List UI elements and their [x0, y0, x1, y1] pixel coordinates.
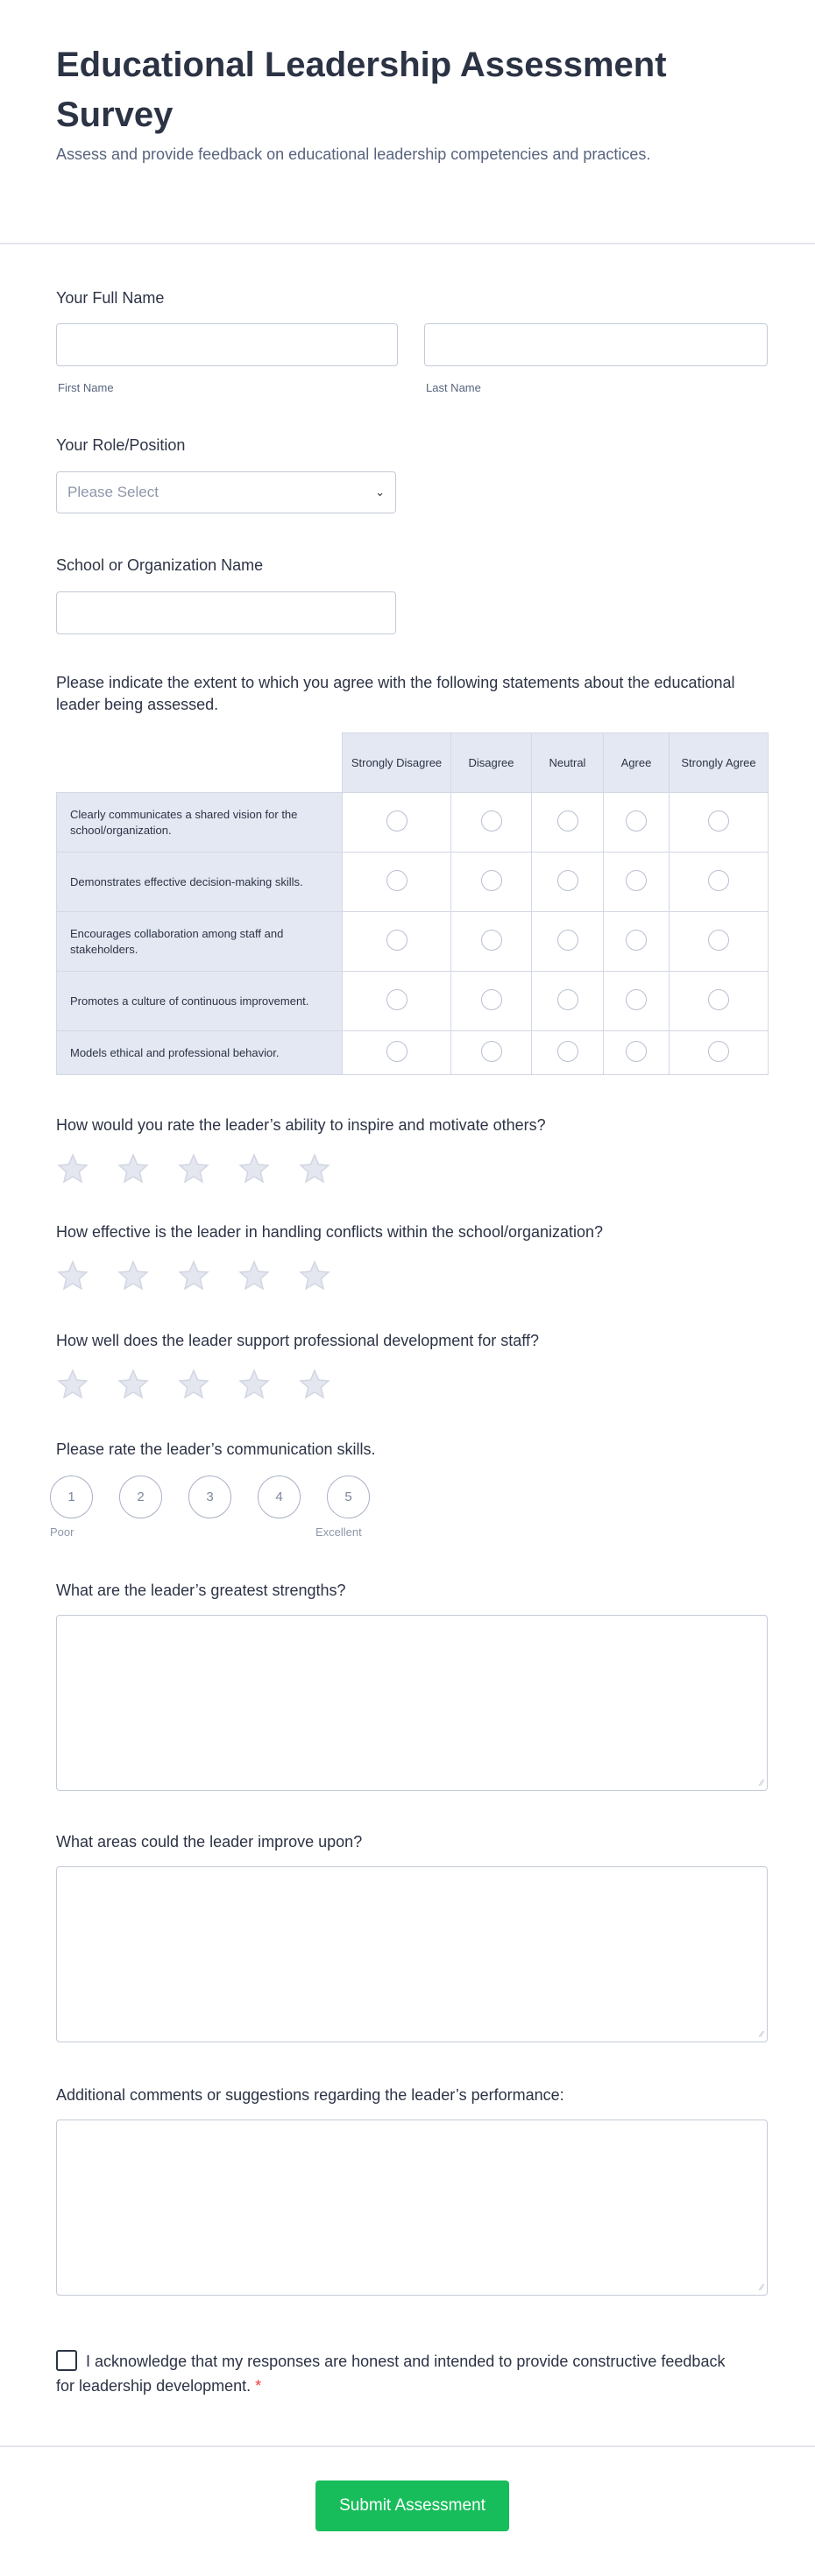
- role-placeholder: Please Select: [67, 484, 159, 500]
- school-input[interactable]: [56, 591, 396, 634]
- agreement-matrix: [56, 732, 769, 1075]
- matrix-row: [57, 793, 769, 853]
- star-icon[interactable]: [177, 1368, 210, 1405]
- star-icon[interactable]: [117, 1152, 150, 1190]
- row-label: Encourages collaboration among staff and stakeholders.: [57, 912, 343, 972]
- matrix-radio[interactable]: [708, 870, 729, 891]
- column-header: Strongly Agree: [670, 733, 769, 793]
- matrix-row: [57, 912, 769, 972]
- feedback-textarea[interactable]: [56, 1615, 768, 1791]
- scale-option[interactable]: 2: [119, 1476, 162, 1518]
- matrix-radio[interactable]: [626, 810, 647, 832]
- star-icon[interactable]: [298, 1152, 331, 1190]
- matrix-radio[interactable]: [557, 989, 578, 1010]
- star-rating: [56, 1152, 331, 1190]
- column-header: Agree: [604, 733, 670, 793]
- acknowledge-field: [56, 2349, 740, 2398]
- column-header: Strongly Disagree: [343, 733, 451, 793]
- column-header: Neutral: [532, 733, 604, 793]
- matrix-radio[interactable]: [481, 1041, 502, 1062]
- feedback-textarea[interactable]: [56, 2120, 768, 2296]
- matrix-radio[interactable]: [626, 870, 647, 891]
- first-name-input[interactable]: [56, 323, 398, 366]
- resize-handle-icon[interactable]: ∕∕: [760, 1779, 763, 1788]
- matrix-radio[interactable]: [481, 870, 502, 891]
- matrix-radio[interactable]: [481, 930, 502, 951]
- star-icon[interactable]: [177, 1152, 210, 1190]
- page-title: Educational Leadership Assessment Survey: [56, 46, 667, 134]
- chevron-down-icon: ⌄: [375, 485, 385, 499]
- row-label: Models ethical and professional behavior.: [57, 1031, 343, 1075]
- role-label: Your Role/Position: [56, 436, 186, 454]
- star-icon[interactable]: [298, 1368, 331, 1405]
- matrix-radio[interactable]: [626, 989, 647, 1010]
- row-label: Demonstrates effective decision-making skills.: [57, 853, 343, 912]
- textarea-label: What are the leader’s greatest strengths?: [56, 1582, 346, 1599]
- rating-question: How effective is the leader in handling conflicts within the school/organization?: [56, 1223, 604, 1241]
- scale-option[interactable]: 1: [50, 1476, 93, 1518]
- rating-question: How would you rate the leader’s ability to inspire and motivate others?: [56, 1116, 546, 1134]
- footer-divider: [0, 2445, 815, 2447]
- row-label: Clearly communicates a shared vision for the school/organization.: [57, 793, 343, 853]
- first-name-sublabel: First Name: [58, 381, 114, 394]
- star-icon[interactable]: [237, 1368, 271, 1405]
- matrix-radio[interactable]: [626, 930, 647, 951]
- matrix-radio[interactable]: [557, 810, 578, 832]
- textarea-label: What areas could the leader improve upon?: [56, 1833, 363, 1851]
- scale-option[interactable]: 3: [188, 1476, 231, 1518]
- matrix-question: Please indicate the extent to which you agree with the following statements about the educational leader being assessed.: [56, 674, 735, 713]
- matrix-radio[interactable]: [557, 930, 578, 951]
- submit-button[interactable]: Submit Assessment: [315, 2480, 509, 2531]
- star-icon[interactable]: [117, 1368, 150, 1405]
- scale-option[interactable]: 4: [258, 1476, 301, 1518]
- resize-handle-icon[interactable]: ∕∕: [760, 2030, 763, 2040]
- last-name-input[interactable]: [424, 323, 768, 366]
- matrix-radio[interactable]: [708, 989, 729, 1010]
- row-label: Promotes a culture of continuous improvement.: [57, 972, 343, 1031]
- resize-handle-icon[interactable]: ∕∕: [760, 2283, 763, 2293]
- star-icon[interactable]: [117, 1259, 150, 1297]
- scale-option[interactable]: 5: [327, 1476, 370, 1518]
- required-mark: *: [255, 2377, 262, 2395]
- acknowledge-checkbox[interactable]: [56, 2350, 77, 2371]
- star-icon[interactable]: [298, 1259, 331, 1297]
- matrix-radio[interactable]: [386, 810, 408, 832]
- star-icon[interactable]: [177, 1259, 210, 1297]
- matrix-radio[interactable]: [481, 810, 502, 832]
- star-icon[interactable]: [56, 1368, 89, 1405]
- rating-question: How well does the leader support professional development for staff?: [56, 1332, 539, 1349]
- matrix-row: [57, 972, 769, 1031]
- feedback-textarea[interactable]: [56, 1866, 768, 2042]
- matrix-radio[interactable]: [708, 810, 729, 832]
- star-icon[interactable]: [56, 1152, 89, 1190]
- header-divider: [0, 243, 815, 244]
- matrix-radio[interactable]: [626, 1041, 647, 1062]
- matrix-radio[interactable]: [557, 1041, 578, 1062]
- matrix-radio[interactable]: [557, 870, 578, 891]
- scale-max-label: Excellent: [315, 1525, 362, 1539]
- matrix-radio[interactable]: [386, 1041, 408, 1062]
- star-icon[interactable]: [56, 1259, 89, 1297]
- matrix-row: [57, 1031, 769, 1075]
- matrix-radio[interactable]: [386, 989, 408, 1010]
- acknowledge-text: I acknowledge that my responses are honest and intended to provide constructive feedback for leadership development.: [56, 2353, 726, 2395]
- matrix-radio[interactable]: [386, 930, 408, 951]
- matrix-radio[interactable]: [386, 870, 408, 891]
- star-icon[interactable]: [237, 1259, 271, 1297]
- matrix-radio[interactable]: [708, 930, 729, 951]
- matrix-row: [57, 853, 769, 912]
- school-label: School or Organization Name: [56, 556, 264, 574]
- matrix-radio[interactable]: [708, 1041, 729, 1062]
- page-description: Assess and provide feedback on educational leadership competencies and practices.: [56, 145, 651, 163]
- last-name-sublabel: Last Name: [426, 381, 481, 394]
- textarea-label: Additional comments or suggestions regarding the leader’s performance:: [56, 2086, 564, 2104]
- column-header: Disagree: [451, 733, 532, 793]
- scale-min-label: Poor: [50, 1525, 74, 1539]
- star-rating: [56, 1368, 331, 1405]
- role-select[interactable]: [56, 471, 396, 513]
- star-icon[interactable]: [237, 1152, 271, 1190]
- scale-question: Please rate the leader’s communication skills.: [56, 1440, 376, 1458]
- matrix-radio[interactable]: [481, 989, 502, 1010]
- full-name-label: Your Full Name: [56, 289, 165, 307]
- star-rating: [56, 1259, 331, 1297]
